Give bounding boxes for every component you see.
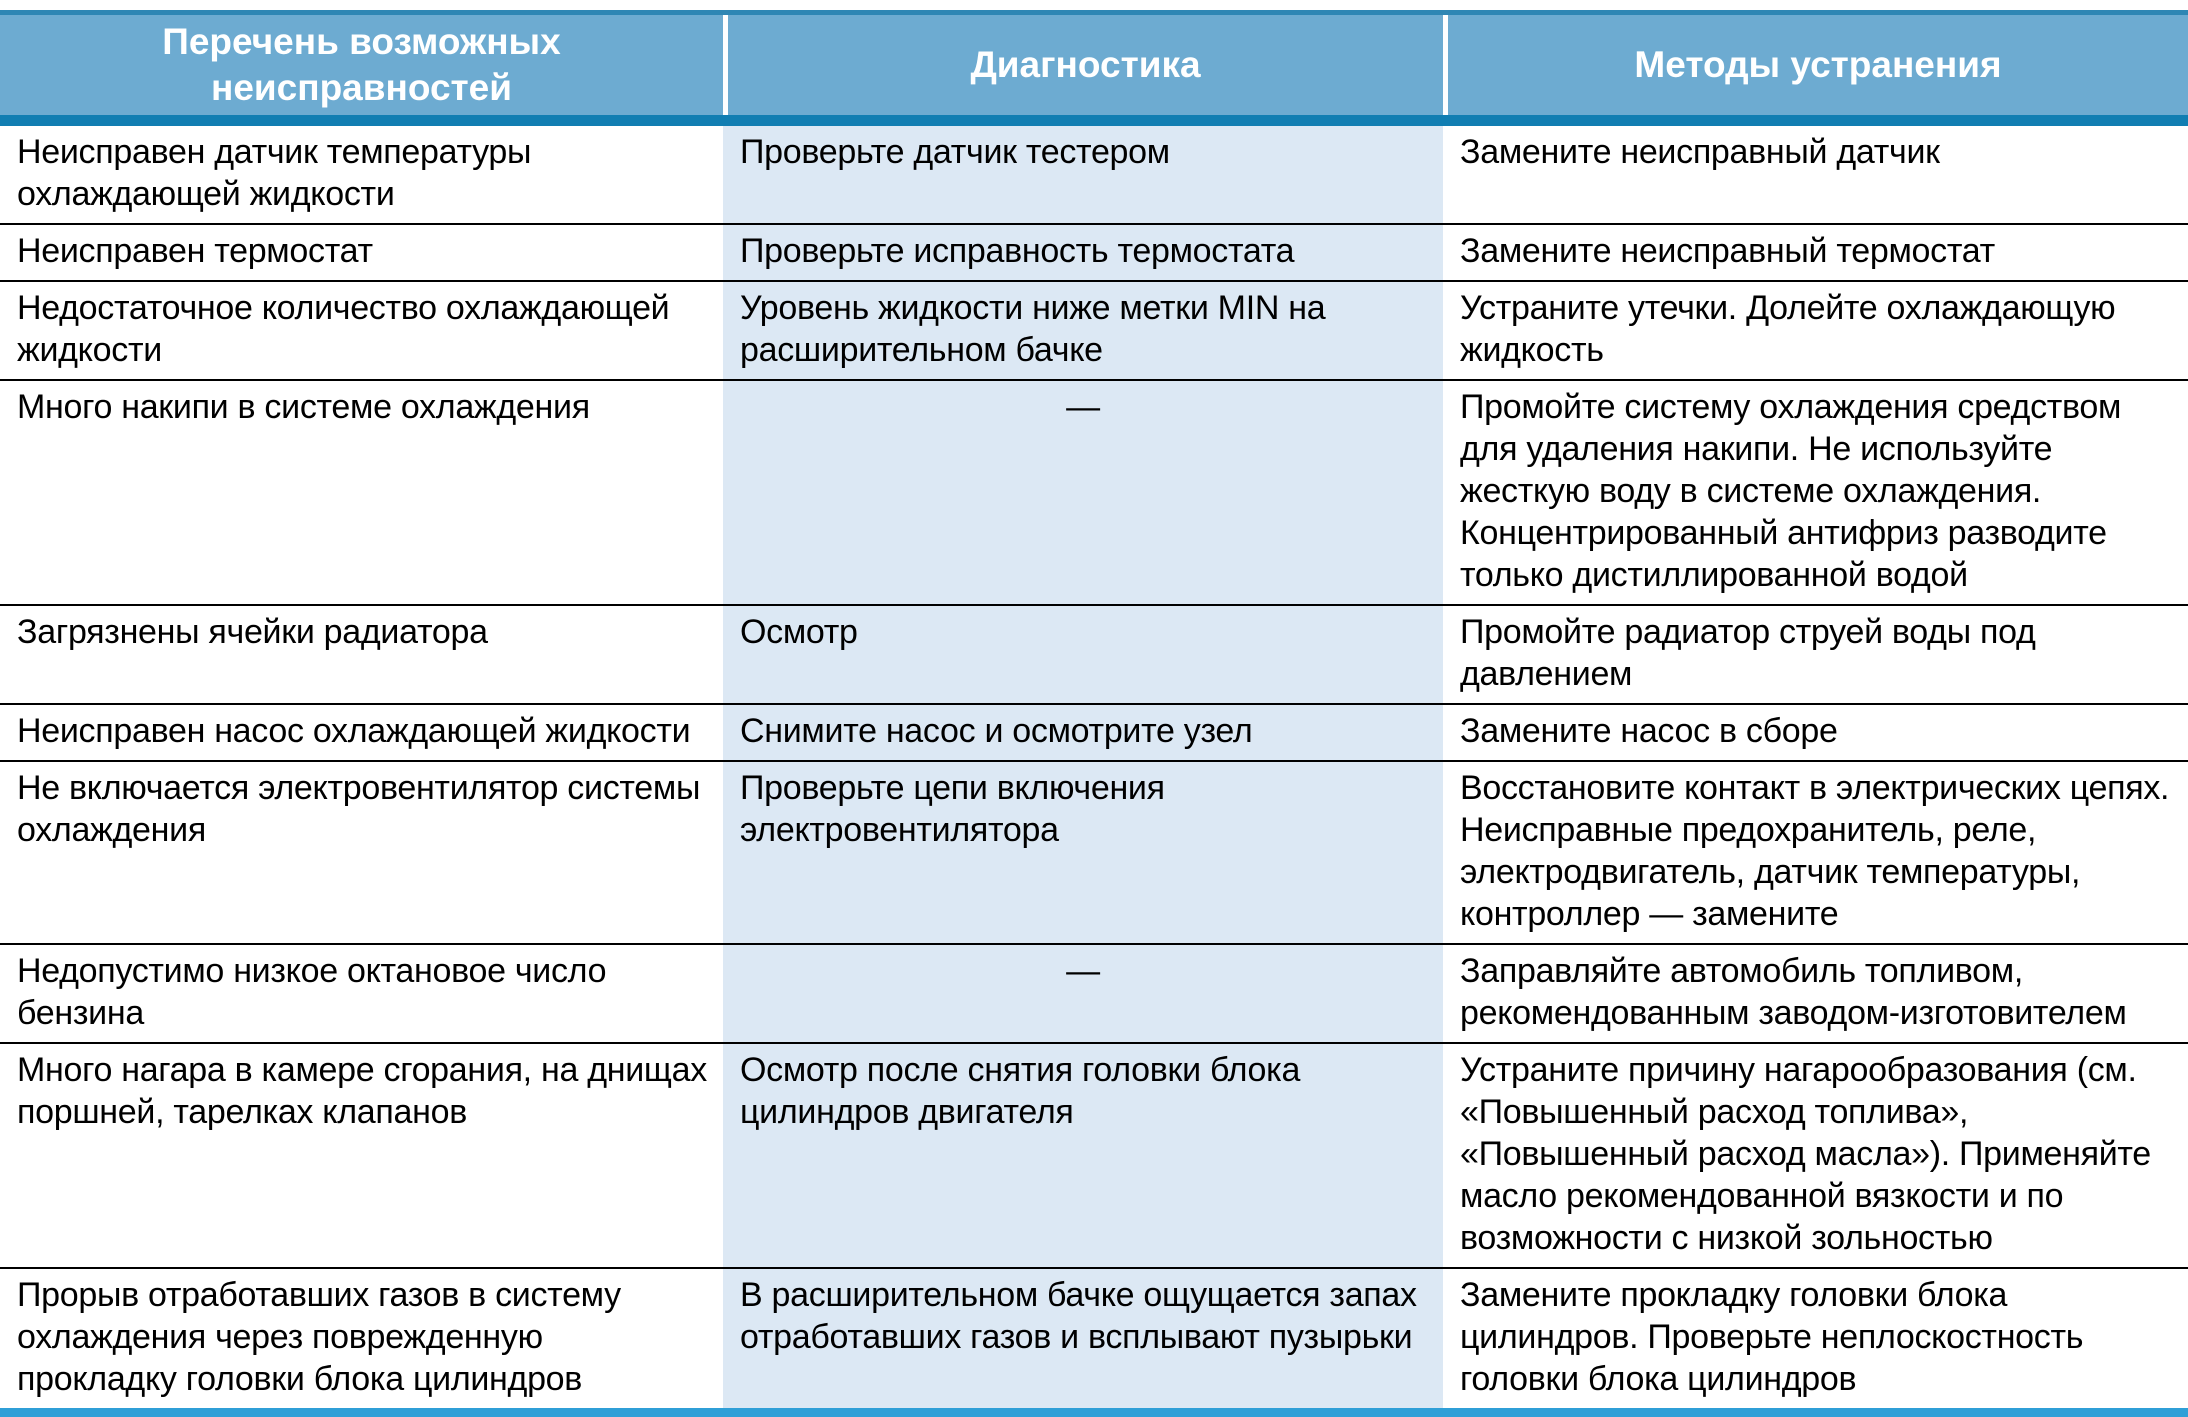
column-header-diagnostics: Диагностика	[723, 15, 1443, 115]
table-row	[0, 705, 2188, 762]
table-row	[0, 1044, 2188, 1269]
table-row	[0, 762, 2188, 945]
troubleshooting-table	[0, 10, 2188, 1417]
diagnostics-cell: —	[723, 381, 1443, 604]
column-header-faults: Перечень возможных неисправностей	[162, 21, 561, 108]
fault-cell: Недостаточное количество охлаждающей жидкости	[17, 289, 670, 369]
fault-cell: Недопустимо низкое октановое число бензина	[17, 952, 607, 1032]
fault-cell: Неисправен датчик температуры охлаждающей жидкости	[17, 133, 532, 213]
fault-cell: Загрязнены ячейки радиатора	[17, 613, 488, 651]
table-row	[0, 606, 2188, 705]
diagnostics-cell: В расширительном бачке ощущается запах отработавших газов и всплывают пузырьки	[723, 1269, 1443, 1408]
fault-cell: Много нагара в камере сгорания, на днищах поршней, тарелках клапанов	[17, 1051, 707, 1131]
column-header-remedies: Методы устранения	[1443, 15, 2188, 115]
remedy-cell: Промойте радиатор струей воды под давлением	[1460, 613, 2036, 693]
table-row	[0, 381, 2188, 606]
table-row	[0, 126, 2188, 225]
fault-cell: Много накипи в системе охлаждения	[17, 388, 590, 426]
remedy-cell: Замените прокладку головки блока цилиндров. Проверьте неплоскостность головки блока цилиндров	[1460, 1276, 2084, 1398]
diagnostics-cell: Проверьте исправность термостата	[723, 225, 1443, 280]
fault-cell: Неисправен термостат	[17, 232, 373, 270]
table-header-row	[0, 10, 2188, 126]
remedy-cell: Замените насос в сборе	[1460, 712, 1838, 750]
remedy-cell: Устраните причину нагарообразования (см. «Повышенный расход топлива», «Повышенный расход масла»). Применяйте масло рекомендованной вязкости и по возможности с низкой зольностью	[1460, 1051, 2151, 1257]
remedy-cell: Замените неисправный термостат	[1460, 232, 1995, 270]
table-row	[0, 1269, 2188, 1408]
diagnostics-cell: Осмотр после снятия головки блока цилиндров двигателя	[723, 1044, 1443, 1267]
diagnostics-cell: —	[723, 945, 1443, 1042]
diagnostics-cell: Осмотр	[723, 606, 1443, 703]
remedy-cell: Промойте систему охлаждения средством для удаления накипи. Не используйте жесткую воду в системе охлаждения. Концентрированный антифриз разводите только дистиллированной водой	[1460, 388, 2122, 594]
remedy-cell: Восстановите контакт в электрических цепях. Неисправные предохранитель, реле, электродвигатель, датчик температуры, контроллер — замените	[1460, 769, 2170, 933]
table-bottom-rule	[0, 1408, 2188, 1417]
table-row	[0, 282, 2188, 381]
diagnostics-cell: Снимите насос и осмотрите узел	[723, 705, 1443, 760]
table-body	[0, 126, 2188, 1408]
fault-cell: Прорыв отработавших газов в систему охлаждения через поврежденную прокладку головки блока цилиндров	[17, 1276, 621, 1398]
diagnostics-cell: Проверьте цепи включения электровентилятора	[723, 762, 1443, 943]
table-row	[0, 945, 2188, 1044]
fault-cell: Не включается электровентилятор системы охлаждения	[17, 769, 701, 849]
remedy-cell: Замените неисправный датчик	[1460, 133, 1940, 171]
remedy-cell: Устраните утечки. Долейте охлаждающую жидкость	[1460, 289, 2116, 369]
remedy-cell: Заправляйте автомобиль топливом, рекомендованным заводом-изготовителем	[1460, 952, 2127, 1032]
diagnostics-cell: Проверьте датчик тестером	[723, 126, 1443, 223]
table-row	[0, 225, 2188, 282]
diagnostics-cell: Уровень жидкости ниже метки MIN на расширительном бачке	[723, 282, 1443, 379]
fault-cell: Неисправен насос охлаждающей жидкости	[17, 712, 691, 750]
